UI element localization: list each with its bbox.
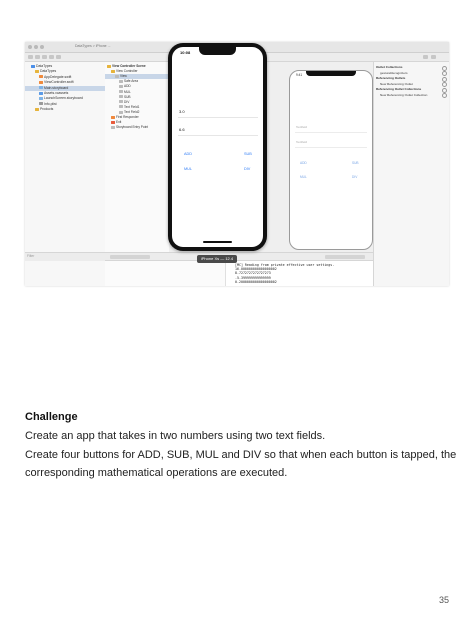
debug-area: [105, 260, 373, 286]
navigator-search-icon[interactable]: [42, 55, 47, 59]
connection-circle-icon[interactable]: [442, 66, 447, 71]
scene-textfield-1[interactable]: Textfield: [296, 125, 308, 129]
outline-file-icon: [111, 121, 115, 124]
outline-item-label: View: [120, 74, 127, 79]
paragraph-1: Create an app that takes in two numbers using two text fields.: [25, 430, 326, 442]
navigator-item-label: DataTypes: [40, 69, 57, 74]
simulator-textfield-2-border: [178, 135, 258, 136]
inspector-row[interactable]: gestureRecognizers: [380, 70, 408, 75]
navigator-item[interactable]: [25, 69, 105, 74]
navigator-file-icon: [35, 108, 39, 111]
scene-notch: [306, 71, 356, 76]
navigator-item[interactable]: [25, 102, 105, 107]
connection-circle-icon[interactable]: [442, 82, 447, 87]
scene-time: 9:41: [296, 73, 303, 77]
navigator-item[interactable]: [25, 96, 105, 101]
zoom-controls[interactable]: [325, 255, 365, 259]
inspector-row[interactable]: New Referencing Outlet: [380, 81, 413, 86]
window-minimize-icon[interactable]: [34, 45, 38, 49]
navigator-item-label: LaunchScreen.storyboard: [44, 96, 83, 101]
inspector-row: Referencing Outlets: [376, 76, 406, 80]
debug-controls[interactable]: [110, 255, 150, 259]
navigator-item[interactable]: [25, 107, 105, 112]
simulator-textfield-1[interactable]: 3.0: [179, 109, 185, 114]
navigator-item-label: Info.plist: [44, 101, 57, 106]
navigator-file-icon: [31, 65, 35, 68]
variables-view: [105, 261, 226, 286]
inspector-row: Outlet Collections: [376, 65, 403, 69]
connections-inspector: [373, 62, 449, 286]
scene-mul-button[interactable]: MUL: [300, 175, 307, 179]
console-output: [235, 263, 334, 284]
outline-item[interactable]: [105, 125, 169, 130]
navigator-test-icon[interactable]: [56, 55, 61, 59]
simulator-textfield-2[interactable]: 6.6: [179, 127, 185, 132]
storyboard-scene[interactable]: [289, 70, 373, 250]
outline-item-label: DIV: [124, 99, 130, 104]
outline-item-label: First Responder: [116, 115, 139, 119]
simulator-sub-button[interactable]: SUB: [244, 152, 252, 156]
outline-file-icon: [119, 85, 123, 88]
outline-item-label: MUL: [124, 89, 131, 94]
outline-item-label: Storyboard Entry Point: [116, 125, 149, 130]
inspector-row: Referencing Outlet Collections: [376, 87, 422, 91]
outline-item-label: View Controller Scene: [112, 64, 146, 68]
navigator-item[interactable]: [25, 91, 105, 96]
navigator-file-icon: [39, 75, 43, 78]
iphone-simulator: [168, 43, 267, 251]
page-number: 35: [439, 595, 450, 605]
console-line: 0.2000000000000000002: [235, 279, 277, 284]
navigator-item-label: AppDelegate.swift: [44, 74, 72, 79]
navigator-file-icon: [39, 81, 43, 84]
outline-file-icon: [111, 126, 115, 129]
inspector-file-icon[interactable]: [423, 55, 428, 59]
navigator-item[interactable]: [25, 86, 105, 91]
simulator-add-button[interactable]: ADD: [184, 152, 193, 156]
navigator-item[interactable]: [25, 80, 105, 85]
simulator-div-button[interactable]: DIV: [244, 167, 251, 171]
paragraph-2: Create four buttons for ADD, SUB, MUL and DIV so that when each button is tapped, the: [25, 449, 457, 461]
simulator-device-label: iPhone Xs — 12.4: [197, 255, 237, 263]
inspector-row[interactable]: New Referencing Outlet Collection: [380, 92, 428, 97]
simulator-textfield-1-border: [178, 117, 258, 118]
outline-file-icon: [107, 65, 111, 68]
scene-textfield-1-border: [295, 132, 367, 133]
scene-textfield-2[interactable]: Textfield: [296, 140, 308, 144]
outline-file-icon: [111, 70, 115, 73]
navigator-item[interactable]: [25, 75, 105, 80]
home-indicator: [203, 241, 232, 243]
outline-file-icon: [119, 95, 123, 98]
connection-circle-icon[interactable]: [442, 77, 447, 82]
paragraph-3: corresponding mathematical operations are executed.: [25, 467, 288, 479]
simulator-notch: [199, 47, 236, 55]
navigator-file-icon: [39, 92, 43, 95]
scene-add-button[interactable]: ADD: [300, 161, 307, 165]
navigator-file-icon: [39, 102, 43, 105]
navigator-warning-icon[interactable]: [49, 55, 54, 59]
simulator-screen[interactable]: [172, 47, 263, 247]
section-heading: Challenge: [25, 411, 78, 423]
outline-file-icon: [119, 90, 123, 93]
scene-div-button[interactable]: DIV: [352, 175, 358, 179]
simulator-mul-button[interactable]: MUL: [184, 167, 193, 171]
scheme-breadcrumb[interactable]: DataTypes > iPhone ...: [75, 44, 111, 48]
connection-circle-icon[interactable]: [442, 88, 447, 93]
outline-item-label: View Controller: [116, 69, 138, 74]
console-line: [MC] Reading from private effective user settings.: [235, 263, 335, 267]
navigator-folder-icon[interactable]: [28, 55, 33, 59]
navigator-item[interactable]: [25, 64, 105, 69]
navigator-source-icon[interactable]: [35, 55, 40, 59]
simulator-time: 10:08: [180, 50, 191, 55]
navigator-file-icon: [35, 70, 39, 73]
console-line: 16.000000000000000002: [235, 267, 277, 272]
connection-circle-icon[interactable]: [442, 93, 447, 98]
navigator-file-icon: [39, 86, 43, 89]
outline-item-label: ADD: [124, 84, 131, 89]
outline-item-label: Text Field2: [124, 109, 140, 114]
connection-circle-icon[interactable]: [442, 71, 447, 76]
outline-file-icon: [119, 111, 123, 114]
navigator-item-label: ViewController.swift: [44, 80, 74, 85]
navigator-filter[interactable]: Filter: [27, 254, 35, 258]
navigator-file-icon: [39, 97, 43, 100]
scene-sub-button[interactable]: SUB: [352, 161, 359, 165]
outline-file-icon: [119, 80, 123, 83]
outline-file-icon: [111, 116, 115, 119]
navigator-item-label: DataTypes: [36, 64, 53, 68]
window-close-icon[interactable]: [28, 45, 32, 49]
outline-item-label: Text Field1: [124, 104, 140, 109]
outline-file-icon: [115, 75, 119, 78]
outline-item-label: Safe Area: [124, 79, 138, 84]
outline-file-icon: [119, 100, 123, 103]
outline-file-icon: [119, 105, 123, 108]
window-zoom-icon[interactable]: [40, 45, 44, 49]
outline-item-label: Exit: [116, 120, 122, 125]
navigator-item-label: Main.storyboard: [44, 85, 69, 90]
inspector-connections-icon[interactable]: [431, 55, 436, 59]
console-line: -5.399999999999999: [235, 275, 271, 280]
navigator-item-label: Assets.xcassets: [44, 91, 69, 95]
scene-textfield-2-border: [295, 147, 367, 148]
navigator-item-label: Products: [40, 107, 54, 112]
console-line: 8.7272727272727273: [235, 271, 271, 276]
outline-item-label: SUB: [124, 94, 131, 99]
